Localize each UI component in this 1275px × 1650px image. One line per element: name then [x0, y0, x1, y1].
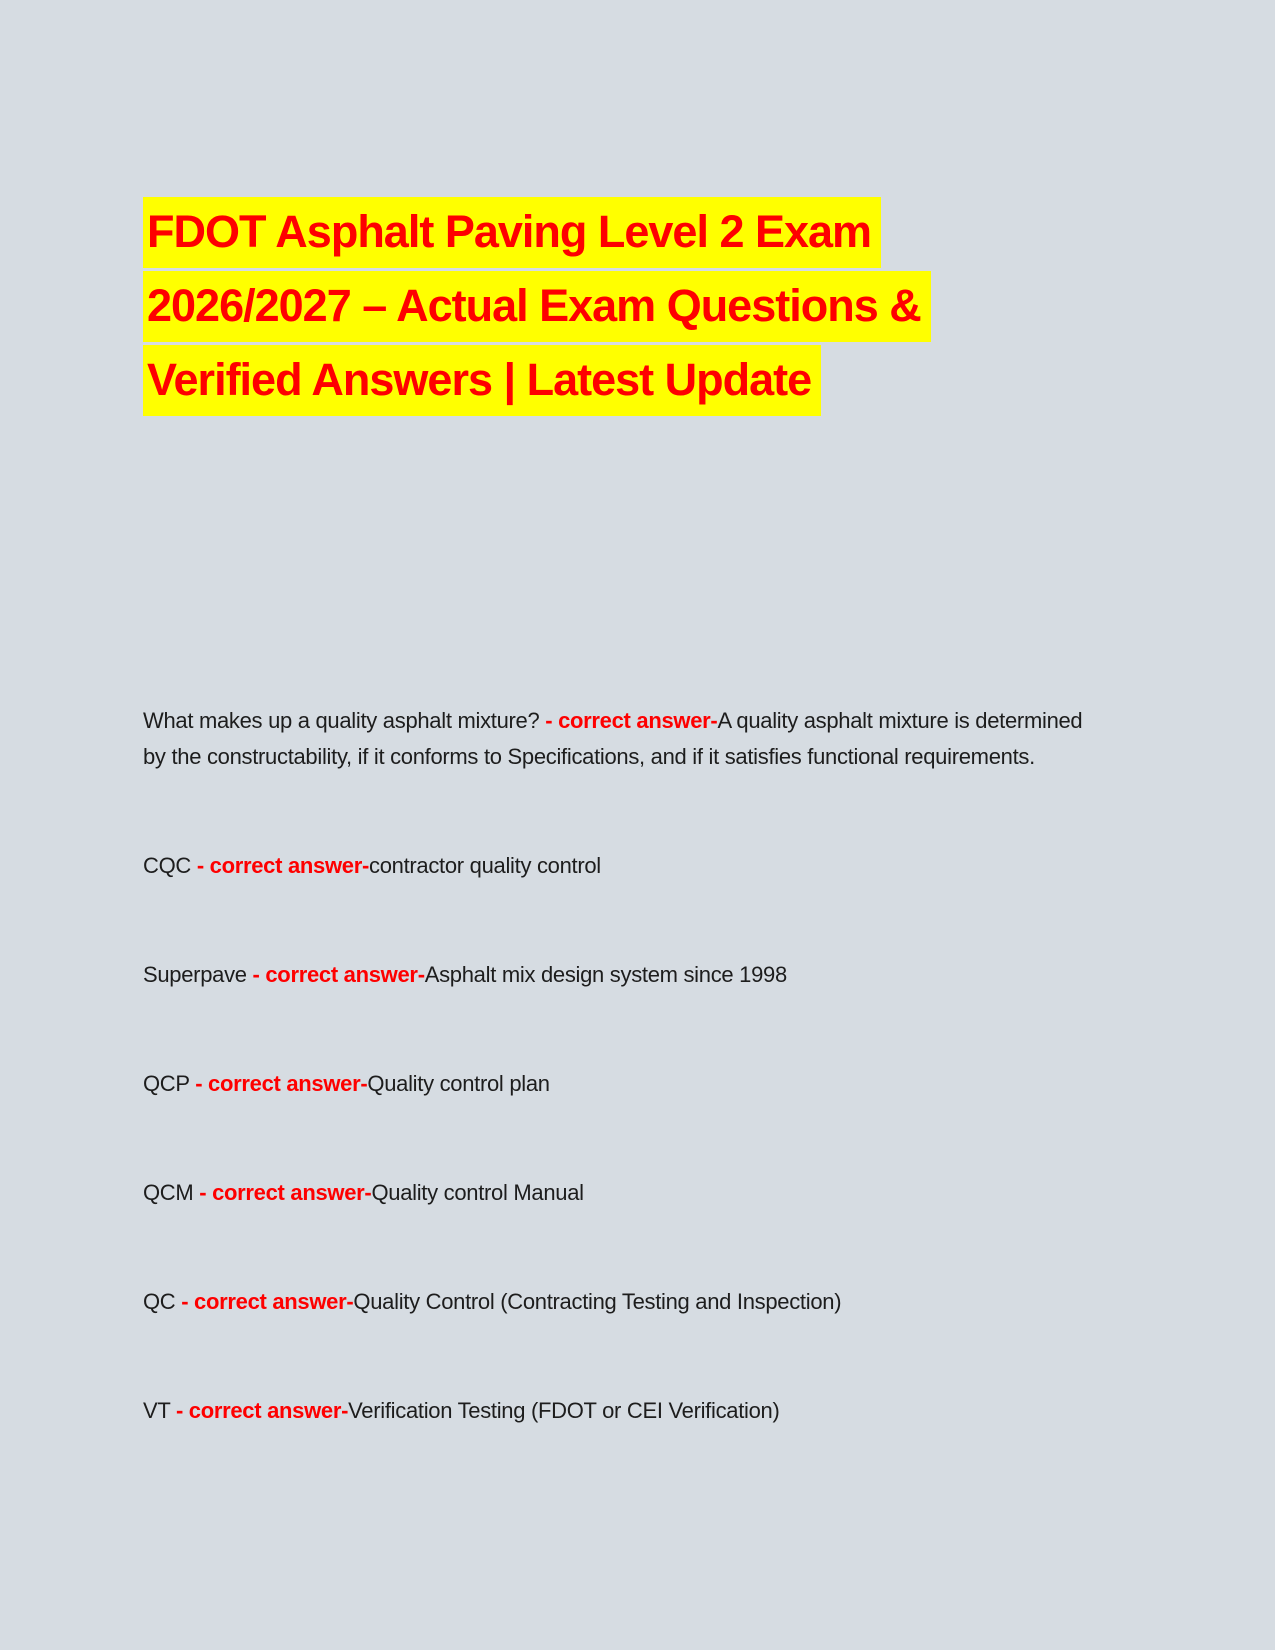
qa-term: VT	[143, 1398, 171, 1423]
page-content	[143, 197, 1138, 1502]
qa-answer-marker: - correct answer-	[199, 1180, 372, 1205]
title-line-3-text: Verified Answers | Latest Update	[143, 345, 821, 416]
qa-item	[143, 1284, 1083, 1320]
document-title	[143, 197, 1138, 416]
qa-definition: Quality control Manual	[371, 1180, 584, 1205]
qa-section	[143, 703, 1083, 1429]
qa-answer-marker: - correct answer-	[196, 853, 370, 878]
qa-definition: Quality Control (Contracting Testing and Inspection)	[353, 1289, 842, 1314]
qa-term: Superpave	[143, 962, 247, 987]
qa-answer-marker: - correct answer-	[181, 1289, 354, 1314]
qa-answer-marker: - correct answer-	[175, 1398, 349, 1423]
qa-definition: A quality asphalt mixture is determined by the constructability, if it conforms to Specifications, and if it satisfies functional requirements.	[143, 708, 1083, 769]
title-line	[143, 197, 1138, 268]
title-line	[143, 271, 1138, 342]
qa-term: What makes up a quality asphalt mixture?	[143, 708, 540, 733]
qa-item	[143, 1066, 1083, 1102]
qa-term: CQC	[143, 853, 191, 878]
qa-definition: contractor quality control	[369, 853, 601, 878]
qa-term: QC	[143, 1289, 176, 1314]
qa-answer-marker: - correct answer-	[252, 962, 425, 987]
qa-item	[143, 1175, 1083, 1211]
title-line-2-text: 2026/2027 – Actual Exam Questions &	[143, 271, 931, 342]
qa-term: QCM	[143, 1180, 194, 1205]
qa-answer-marker: - correct answer-	[195, 1071, 368, 1096]
title-line	[143, 345, 1138, 416]
qa-item	[143, 848, 1083, 884]
qa-definition: Asphalt mix design system since 1998	[424, 962, 787, 987]
qa-item	[143, 957, 1083, 993]
qa-item	[143, 1393, 1083, 1429]
qa-term: QCP	[143, 1071, 190, 1096]
qa-definition: Verification Testing (FDOT or CEI Verification)	[348, 1398, 780, 1423]
title-line-1-text: FDOT Asphalt Paving Level 2 Exam	[143, 197, 881, 268]
qa-definition: Quality control plan	[367, 1071, 550, 1096]
qa-item	[143, 703, 1083, 775]
qa-answer-marker: - correct answer-	[545, 708, 718, 733]
